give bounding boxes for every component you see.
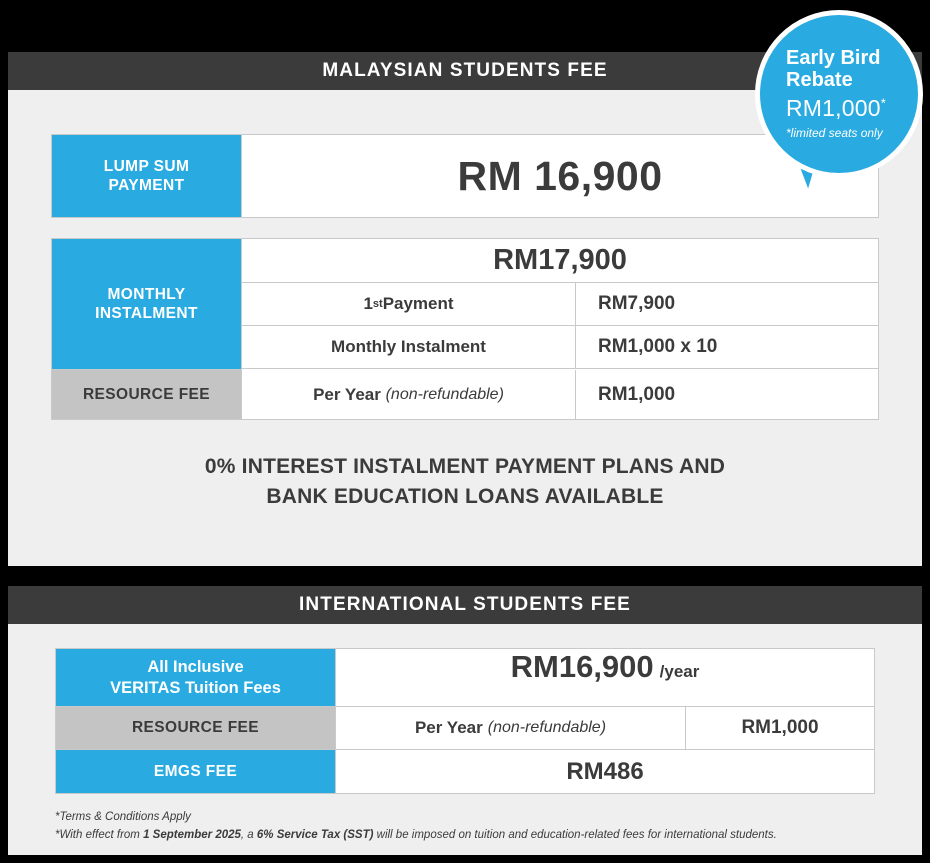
badge-title-line1: Early Bird bbox=[786, 47, 881, 70]
resource-fee-label: RESOURCE FEE bbox=[52, 370, 242, 419]
monthly-instalment-table bbox=[51, 238, 879, 420]
instalment-note-line2: BANK EDUCATION LOANS AVAILABLE bbox=[266, 485, 664, 509]
resource-fee-period-note: (non-refundable) bbox=[385, 385, 504, 403]
badge-title bbox=[786, 48, 918, 91]
monthly-label-line1: MONTHLY bbox=[107, 285, 186, 303]
emgs-fee-value: RM486 bbox=[336, 750, 874, 793]
resource-fee-value: RM1,000 bbox=[598, 383, 676, 405]
terms-suffix: will be imposed on tuition and education-related fees for international students. bbox=[373, 829, 777, 842]
tuition-fee-value-cell bbox=[336, 649, 874, 707]
monthly-label-line2: INSTALMENT bbox=[95, 305, 198, 322]
badge-amount: RM1,000 bbox=[786, 94, 881, 121]
first-payment-ordinal: st bbox=[372, 298, 383, 310]
instalment-note bbox=[8, 452, 922, 513]
intl-resource-fee-period bbox=[336, 707, 686, 750]
tuition-fee-value: RM16,900 bbox=[510, 649, 654, 684]
instalment-note-line1: 0% INTEREST INSTALMENT PAYMENT PLANS AND bbox=[204, 455, 726, 478]
lump-sum-label-line1: LUMP SUM bbox=[103, 157, 190, 175]
tuition-fee-label bbox=[56, 649, 336, 707]
first-payment-value: RM7,900 bbox=[576, 283, 878, 326]
monthly-instalment-row-value: RM1,000 x 10 bbox=[576, 326, 878, 369]
international-panel-title: INTERNATIONAL STUDENTS FEE bbox=[299, 594, 631, 615]
resource-fee-period-text: Per Year bbox=[313, 384, 381, 404]
monthly-instalment-values bbox=[242, 239, 878, 370]
badge-asterisk: * bbox=[880, 94, 886, 110]
lump-sum-table bbox=[51, 134, 879, 218]
early-bird-rebate-badge[interactable] bbox=[755, 10, 923, 178]
tuition-fee-period: /year bbox=[659, 662, 700, 681]
lump-sum-value: RM 16,900 bbox=[242, 135, 878, 217]
international-panel-header bbox=[8, 586, 922, 624]
international-students-panel bbox=[8, 586, 922, 855]
table-row bbox=[52, 135, 878, 217]
table-row bbox=[242, 283, 878, 326]
monthly-total-value: RM17,900 bbox=[242, 239, 878, 283]
monthly-instalment-row-label: Monthly Instalment bbox=[242, 326, 576, 369]
malaysian-panel-title: MALAYSIAN STUDENTS FEE bbox=[322, 60, 608, 81]
intl-resource-fee-value: RM1,000 bbox=[686, 707, 874, 750]
terms-mid: , a bbox=[240, 829, 257, 842]
lump-sum-label-line2: PAYMENT bbox=[108, 177, 185, 194]
terms-effective-date: 1 September 2025 bbox=[143, 829, 241, 842]
intl-resource-period-text: Per Year bbox=[414, 718, 483, 737]
resource-fee-period bbox=[242, 370, 576, 419]
terms-effect-prefix: *With effect from bbox=[55, 829, 144, 842]
terms-and-conditions bbox=[55, 808, 895, 845]
tuition-label-line2: VERITAS Tuition Fees bbox=[110, 678, 281, 697]
first-payment-word: Payment bbox=[382, 294, 454, 313]
lump-sum-label bbox=[52, 135, 242, 217]
badge-amount-row bbox=[786, 95, 918, 122]
badge-title-line2: Rebate bbox=[786, 69, 853, 91]
table-row bbox=[52, 370, 878, 419]
emgs-fee-label: EMGS FEE bbox=[56, 750, 336, 793]
first-payment-label bbox=[242, 283, 576, 326]
table-row bbox=[56, 649, 874, 707]
table-row bbox=[242, 326, 878, 369]
terms-line-2 bbox=[55, 826, 895, 844]
first-payment-number: 1 bbox=[363, 294, 373, 313]
table-row bbox=[52, 239, 878, 370]
monthly-instalment-label bbox=[52, 239, 242, 370]
table-row bbox=[56, 707, 874, 750]
international-fee-table bbox=[55, 648, 875, 794]
terms-line-1: *Terms & Conditions Apply bbox=[55, 811, 191, 823]
intl-resource-period-note: (non-refundable) bbox=[487, 719, 607, 736]
badge-footnote: *limited seats only bbox=[786, 125, 883, 140]
table-row bbox=[56, 750, 874, 793]
intl-resource-fee-label: RESOURCE FEE bbox=[56, 707, 336, 750]
tuition-label-line1: All Inclusive bbox=[147, 657, 244, 676]
terms-tax-name: 6% Service Tax (SST) bbox=[256, 829, 374, 842]
